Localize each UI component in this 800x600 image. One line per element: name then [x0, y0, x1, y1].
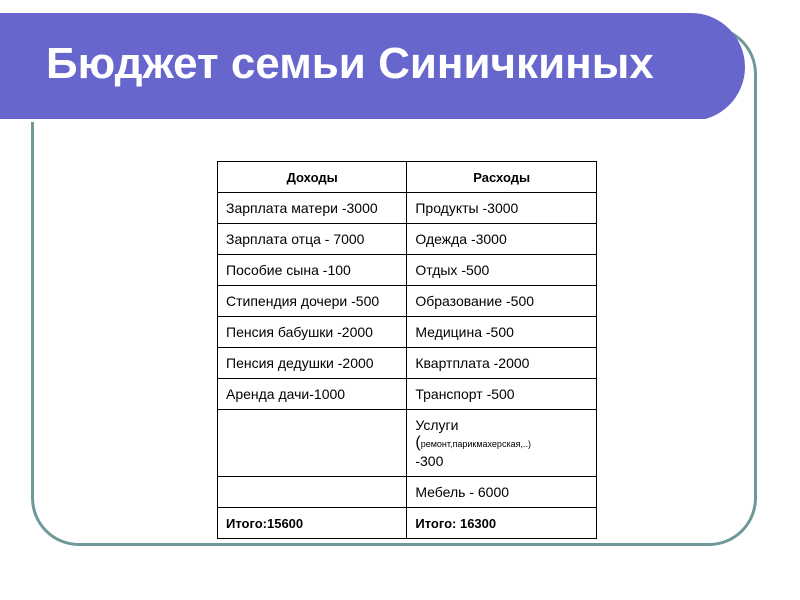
services-paren: ( [415, 433, 421, 451]
table-row [218, 477, 597, 508]
table-row [218, 286, 597, 317]
title-underline [0, 119, 706, 122]
services-detail: ремонт,парикмахерская,..) [420, 438, 531, 449]
table-row [218, 317, 597, 348]
table-row [218, 193, 597, 224]
page-title: Бюджет семьи Синичкиных [46, 39, 654, 88]
income-cell: Зарплата отца - 7000 [218, 224, 407, 255]
header-expense: Расходы [407, 162, 597, 193]
income-cell: Стипендия дочери -500 [218, 286, 407, 317]
expense-cell: Транспорт -500 [407, 379, 597, 410]
table-row [218, 224, 597, 255]
expense-cell: Продукты -3000 [407, 193, 597, 224]
table-row [218, 379, 597, 410]
expense-cell: Квартплата -2000 [407, 348, 597, 379]
header-income: Доходы [218, 162, 407, 193]
services-amount: -300 [415, 452, 444, 469]
budget-table [217, 161, 597, 539]
expense-cell: Мебель - 6000 [407, 477, 597, 508]
expense-cell: Медицина -500 [407, 317, 597, 348]
income-total: Итого:15600 [218, 508, 407, 539]
services-label: Услуги [415, 416, 459, 433]
expense-cell: Образование -500 [407, 286, 597, 317]
table-row [218, 255, 597, 286]
expense-cell: Одежда -3000 [407, 224, 597, 255]
income-cell: Пособие сына -100 [218, 255, 407, 286]
expense-cell: Отдых -500 [407, 255, 597, 286]
expense-total: Итого: 16300 [407, 508, 597, 539]
income-cell: Аренда дачи-1000 [218, 379, 407, 410]
table-total-row [218, 508, 597, 539]
income-cell [218, 477, 407, 508]
table-row [218, 410, 597, 477]
income-cell [218, 410, 407, 477]
expense-cell-services [407, 410, 597, 477]
table-header-row [218, 162, 597, 193]
table-row [218, 348, 597, 379]
income-cell: Пенсия дедушки -2000 [218, 348, 407, 379]
income-cell: Зарплата матери -3000 [218, 193, 407, 224]
income-cell: Пенсия бабушки -2000 [218, 317, 407, 348]
